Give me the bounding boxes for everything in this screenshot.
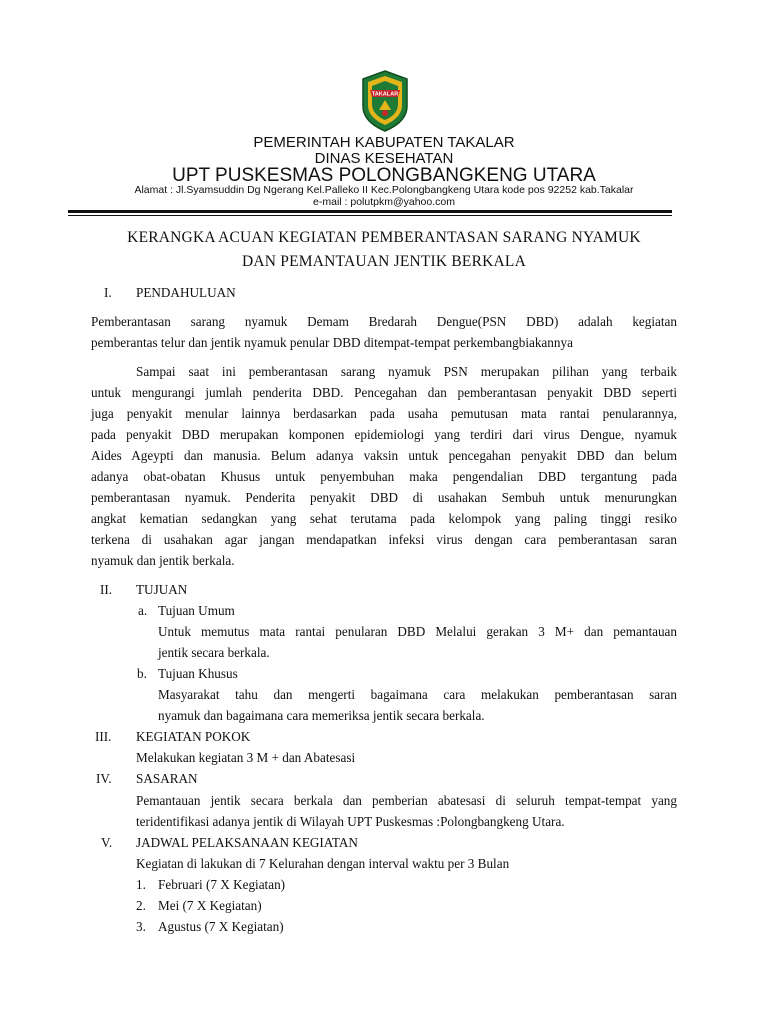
address-line: Alamat : Jl.Syamsuddin Dg Ngerang Kel.Palleko II Kec.Polongbangkeng Utara kode pos 92252 kab.Takalar [134,184,634,196]
list-item-number: 2. [136,898,146,913]
section-heading: TUJUAN [136,582,188,597]
government-name: PEMERINTAH KABUPATEN TAKALAR [253,134,515,151]
paragraph-line: nyamuk dan bagaimana cara memeriksa jentik secara berkala. [158,708,485,723]
sub-item-title: Tujuan Umum [158,603,235,618]
paragraph-line: Pemberantasan sarang nyamuk Demam Bredarah Dengue(PSN DBD) adalah kegiatan [91,314,677,329]
list-item-number: 3. [136,919,146,934]
letterhead-rule-thick [68,210,672,213]
sub-item-label: b. [137,666,147,681]
paragraph-line: pemberantasan nyamuk. Penderita penyakit DBD di usahakan Sembuh untuk menurungkan [91,490,677,505]
takalar-logo [361,70,409,132]
list-item: Mei (7 X Kegiatan) [158,898,262,913]
section-heading: PENDAHULUAN [136,285,236,300]
letterhead-rule-thin [68,215,672,216]
department-name: DINAS KESEHATAN [314,150,454,167]
paragraph-line: jentik secara berkala. [158,645,270,660]
list-item: Februari (7 X Kegiatan) [158,877,286,892]
sub-item-label: a. [138,603,148,618]
paragraph-line: juga penyakit menular lainnya berdasarkan pada usaha pemutusan mata rantai penularannya, [91,406,677,421]
list-item-number: 1. [136,877,146,892]
section-number: I. [104,285,112,300]
section-number: IV. [96,771,112,786]
section-number: II. [100,582,113,597]
document-title-line2: DAN PEMANTAUAN JENTIK BERKALA [242,253,526,270]
paragraph-line: nyamuk dan jentik berkala. [91,553,235,568]
section-heading: JADWAL PELAKSANAAN KEGIATAN [136,835,358,850]
svg-text:TAKALAR: TAKALAR [371,91,399,98]
list-item: Agustus (7 X Kegiatan) [158,919,284,934]
paragraph-line: teridentifikasi adanya jentik di Wilayah UPT Puskesmas :Polongbangkeng Utara. [136,814,565,829]
document-title-line1: KERANGKA ACUAN KEGIATAN PEMBERANTASAN SARANG NYAMUK [127,229,641,246]
paragraph-line: Pemantauan jentik secara berkala dan pemberian abatesasi di seluruh tempat-tempat yang [136,793,677,808]
paragraph-line: Masyarakat tahu dan mengerti bagaimana cara melakukan pemberantasan saran [158,687,677,702]
paragraph-line: Sampai saat ini pemberantasan sarang nyamuk PSN merupakan pilihan yang terbaik [136,364,677,379]
paragraph-line: pada penyakit DBD merupakan komponen epidemiologi yang terdiri dari virus Dengue, nyamuk [91,427,677,442]
paragraph-line: terkena di usahakan agar jangan mendapatkan infeksi virus dengan cara pemberantasan saran [91,532,677,547]
paragraph-line: Kegiatan di lakukan di 7 Kelurahan dengan interval waktu per 3 Bulan [136,856,510,871]
paragraph-line: angkat kematian sedangkan yang sehat terutama pada kelompok yang paling tinggi resiko [91,511,677,526]
paragraph-line: adanya obat-obatan Khusus untuk penyembuhan maka pengendalian DBD tergantung pada [91,469,677,484]
section-heading: SASARAN [136,771,198,786]
paragraph-line: Aides Ageypti dan manusia. Belum adanya vaksin untuk pencegahan penyakit DBD dan belum [91,448,677,463]
paragraph-line: untuk mengurangi jumlah penderita DBD. Pencegahan dan pemberantasan penyakit DBD seperti [91,385,677,400]
paragraph-line: Melakukan kegiatan 3 M + dan Abatesasi [136,750,356,765]
unit-name: UPT PUSKESMAS POLONGBANGKENG UTARA [172,165,596,186]
sub-item-title: Tujuan Khusus [158,666,238,681]
section-number: III. [95,729,112,744]
paragraph-line: Untuk memutus mata rantai penularan DBD Melalui gerakan 3 M+ dan pemantauan [158,624,677,639]
section-heading: KEGIATAN POKOK [136,729,251,744]
email-line: e-mail : polutpkm@yahoo.com [313,196,455,208]
paragraph-line: pemberantas telur dan jentik nyamuk penular DBD ditempat-tempat perkembangbiakannya [91,335,573,350]
section-number: V. [101,835,113,850]
